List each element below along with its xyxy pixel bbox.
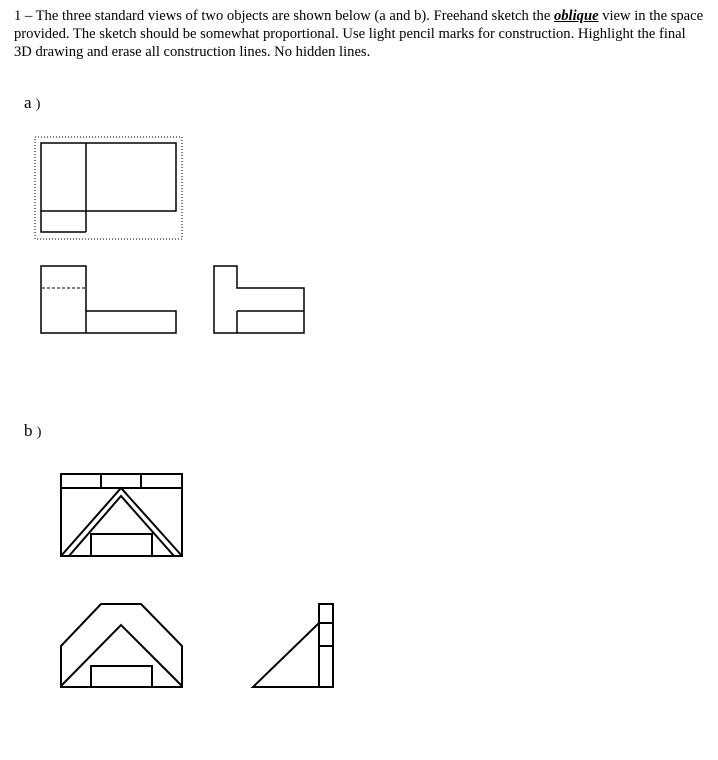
front-view-inner-triangle xyxy=(61,625,182,686)
problem-a-top-view[interactable] xyxy=(35,137,182,239)
front-view-outline xyxy=(41,266,176,333)
front-view-notch xyxy=(91,666,152,686)
problem-a-side-view xyxy=(214,266,304,333)
instructions-part1: 1 – The three standard views of two objects are shown below (a and b). Freehand sketch the xyxy=(14,8,554,24)
problem-b-letter: b xyxy=(24,421,33,440)
instructions-keyword: oblique xyxy=(553,8,599,24)
side-view-triangle xyxy=(253,623,319,687)
top-view-inner-slope xyxy=(69,496,174,556)
top-view-notch xyxy=(91,534,152,556)
top-view-lower-step xyxy=(41,211,86,232)
problem-a-letter: a xyxy=(24,93,32,112)
problem-b-paren: ) xyxy=(36,425,42,440)
side-view-outline xyxy=(214,266,304,333)
problem-b-side-view xyxy=(253,604,333,687)
top-view-outline xyxy=(41,143,176,211)
problem-a-paren: ) xyxy=(35,97,41,112)
problem-b-front-view xyxy=(61,604,182,687)
instructions-part2: view in the space provided. The sketch should be somewhat proportional. Use light pencil marks for construction. Highlight the final 3D drawing and erase all construction lines. No hidden lines. xyxy=(14,8,704,61)
problem-a-front-view xyxy=(41,266,176,333)
problem-b-top-view xyxy=(61,474,182,556)
selection-frame xyxy=(35,137,182,239)
front-view-outline xyxy=(61,604,182,687)
